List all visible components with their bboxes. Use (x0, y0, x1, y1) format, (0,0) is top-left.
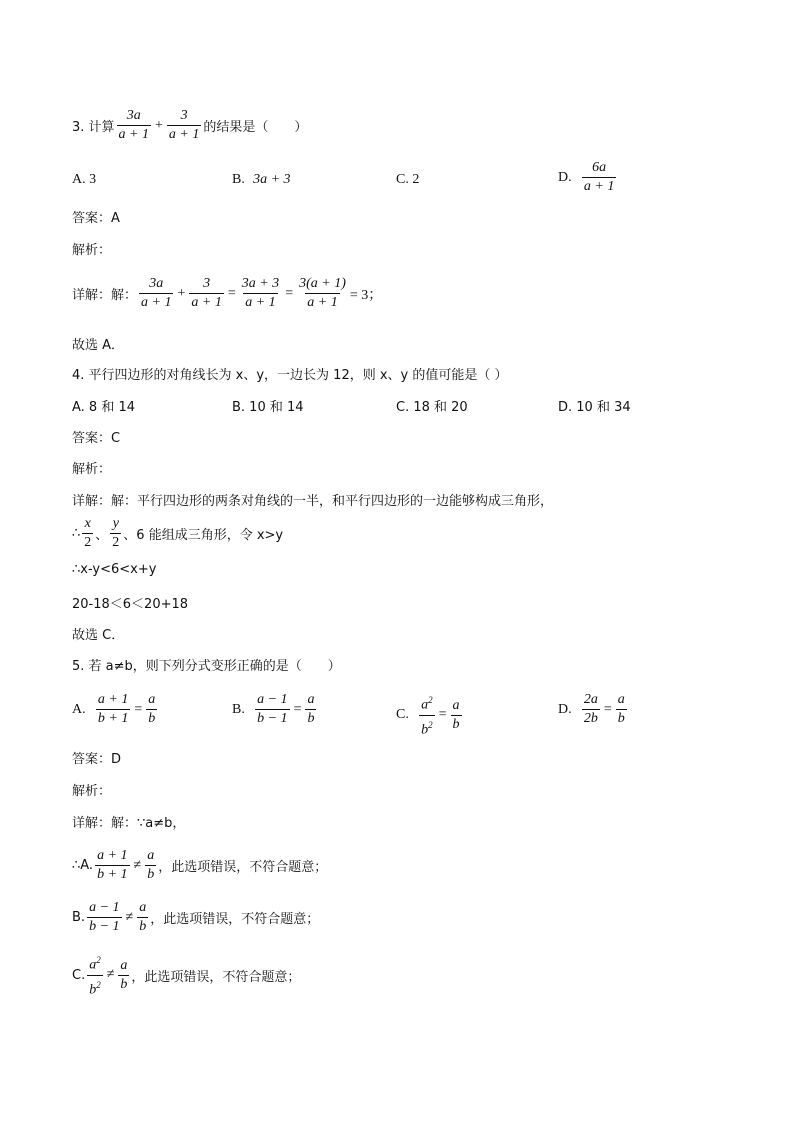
q4-detail-2: ∴ $\frac{x}{2}$ 、 $\frac{y}{2}$ 、6 能组成三角形，令 x>y (72, 516, 284, 550)
q4-option-c: C. 18 和 20 (396, 400, 468, 415)
q4-numeric: 20-18＜6＜20+18 (72, 597, 189, 612)
q5-line-a: ∴A. $\frac{a + 1}{b + 1}$ ≠ $\frac{a}{b}$ ，此选项错误，不符合题意； (72, 848, 328, 882)
q4-option-b: B. 10 和 14 (232, 400, 304, 415)
q5-option-c: C. $\frac{a^2}{b^2}$ = $\frac{a}{b}$ (396, 695, 460, 738)
q5-option-b: B. $\frac{a - 1}{b - 1}$ = $\frac{a}{b}$ (232, 692, 315, 726)
q5-option-d: D. $\frac{2a}{2b}$ = $\frac{a}{b}$ (558, 692, 625, 726)
q4-inequality: ∴x-y<6<x+y (72, 562, 157, 577)
q3-prefix: 3. 计算 (72, 120, 115, 135)
q3-option-b: B. 3a + 3 (232, 172, 291, 187)
q3-option-c: C. 2 (396, 172, 420, 187)
q3-frac1: $\frac{3a}{a + 1}$ (118, 108, 149, 142)
q3-detail: 详解：解： $\frac{3a}{a + 1}$ + $\frac{3}{a + 1}$ = $\frac{3a + 3}{a + 1}$ = $\frac{3(a + 1)}{a + 1}$ = 3； (72, 276, 383, 310)
q3-conclusion: 故选 A． (72, 338, 125, 353)
q4-option-a: A. 8 和 14 (72, 400, 136, 415)
q4-question: 4. 平行四边形的对角线长为 x、y，一边长为 12，则 x、y 的值可能是（ ） (72, 368, 508, 383)
q4-conclusion: 故选 C． (72, 628, 125, 643)
q5-answer: 答案：D (72, 752, 122, 767)
q5-question: 5. 若 a≠b，则下列分式变形正确的是（ ） (72, 659, 341, 674)
q4-answer: 答案：C (72, 431, 121, 446)
q5-line-c: C. $\frac{a^2}{b^2}$ ≠ $\frac{a}{b}$ ，此选项错误，不符合题意； (72, 955, 301, 998)
q3-option-a: A. 3 (72, 172, 97, 187)
q5-line-b: B. $\frac{a - 1}{b - 1}$ ≠ $\frac{a}{b}$ ，此选项错误，不符合题意； (72, 900, 320, 934)
q5-analysis: 解析： (72, 784, 112, 799)
q3-question: 3. 计算 $\frac{3a}{a + 1}$ + $\frac{3}{a + 1}$ 的结果是（ ） (72, 108, 308, 142)
q4-option-d: D. 10 和 34 (558, 400, 631, 415)
q3-suffix: 的结果是（ ） (203, 120, 308, 135)
q3-analysis: 解析： (72, 243, 112, 258)
q3-option-d: D. $\frac{6a}{a + 1}$ (558, 160, 615, 194)
q3-answer: 答案：A (72, 211, 120, 226)
q5-detail-1: 详解：解：∵a≠b， (72, 816, 186, 831)
q3-frac2: $\frac{3}{a + 1}$ (168, 108, 200, 142)
q4-analysis: 解析： (72, 462, 112, 477)
q5-option-a: A. $\frac{a + 1}{b + 1}$ = $\frac{a}{b}$ (72, 692, 156, 726)
q4-detail-1: 详解：解：平行四边形的两条对角线的一半，和平行四边形的一边能够构成三角形， (72, 494, 554, 509)
